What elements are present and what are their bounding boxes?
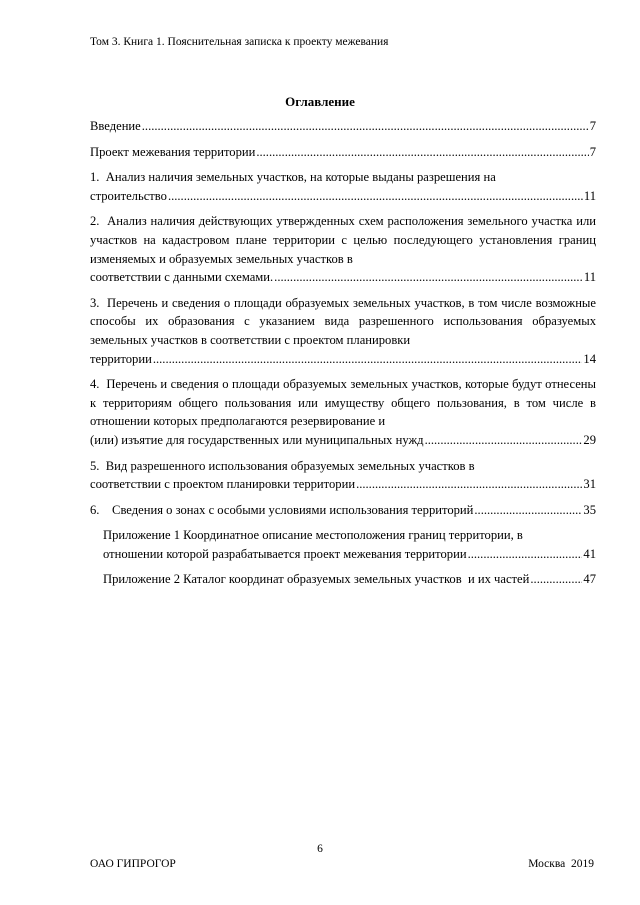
toc-entry-line — [90, 475, 596, 494]
toc-entry-line — [103, 545, 596, 564]
toc-page-number: 7 — [589, 144, 596, 159]
toc-page-number: 11 — [583, 270, 596, 285]
toc-entry-line — [90, 501, 596, 520]
toc-entry-text: строительство — [90, 188, 167, 203]
toc-entry-text: Приложение 2 Каталог координат образуемых земельных участков и их частей — [103, 572, 530, 587]
toc-entry-line — [90, 187, 596, 206]
dot-leader — [356, 475, 582, 494]
dot-leader — [153, 350, 583, 369]
toc-entry[interactable] — [90, 526, 596, 563]
toc-entry-text: территории — [90, 351, 152, 366]
toc-entry-text: 2. Анализ наличия действующих утвержденных схем расположения земельного участка или участков на кадастровом плане территории с целью последующего установления границ изменяемых и образуемых земельных участков в — [90, 214, 596, 266]
toc-entry[interactable] — [90, 570, 596, 589]
toc-entry-text: Приложение 1 Координатное описание местоположения границ территории, в — [103, 528, 523, 543]
dot-leader — [274, 268, 583, 287]
toc-entry-line — [103, 570, 596, 589]
dot-leader — [425, 431, 583, 450]
toc-page-number: 41 — [583, 546, 596, 561]
toc-page-number: 11 — [583, 188, 596, 203]
toc-page-number: 14 — [583, 351, 596, 366]
toc-entry-text: 6. Сведения о зонах с особыми условиями использования территорий — [90, 502, 474, 517]
toc-entry-text: 1. Анализ наличия земельных участков, на которые выданы разрешения на — [90, 170, 496, 185]
toc-entry-line — [90, 117, 596, 136]
toc-title: Оглавление — [285, 94, 355, 109]
toc-entry-text: 5. Вид разрешенного использования образуемых земельных участков в — [90, 458, 475, 473]
footer-organization: ОАО ГИПРОГОР — [90, 858, 176, 870]
toc-page-number: 7 — [589, 119, 596, 133]
footer-city-year: Москва 2019 — [528, 858, 594, 870]
toc-entry[interactable] — [90, 168, 596, 205]
toc-entry-text: соответствии с данными схемами. — [90, 270, 274, 285]
toc-entry[interactable] — [90, 294, 596, 368]
toc-entry-line — [90, 268, 596, 287]
toc-entry[interactable] — [90, 501, 596, 520]
toc-entry-line — [90, 431, 596, 450]
table-of-contents — [90, 117, 596, 596]
document-header: Том 3. Книга 1. Пояснительная записка к проекту межевания — [90, 36, 389, 48]
toc-entry-text: 4. Перечень и сведения о площади образуемых земельных участков, которые будут отнесены к территориям общего пользования или имуществу общего пользования, в том числе в отношении которых предполагаются резервирование и — [90, 377, 596, 429]
toc-page-number: 31 — [583, 477, 596, 492]
dot-leader — [256, 143, 588, 162]
dot-leader — [474, 501, 582, 520]
toc-entry-text: 3. Перечень и сведения о площади образуемых земельных участков, в том числе возможные способы их образования с указанием вида разрешенного использования образуемых земельных участков в соответствии с проектом планировки — [90, 295, 596, 347]
toc-entry-text: (или) изъятие для государственных или муниципальных нужд — [90, 432, 424, 447]
toc-entry-text: Проект межевания территории — [90, 144, 256, 159]
toc-page-number: 29 — [583, 432, 596, 447]
toc-entry[interactable] — [90, 375, 596, 449]
toc-entry-line — [90, 143, 596, 162]
toc-entry[interactable] — [90, 143, 596, 162]
dot-leader — [530, 570, 582, 589]
toc-entry-text: Введение — [90, 119, 141, 133]
dot-leader — [142, 117, 589, 136]
dot-leader — [468, 545, 583, 564]
toc-entry[interactable] — [90, 117, 596, 136]
toc-entry-text: отношении которой разрабатывается проект межевания территории — [103, 546, 467, 561]
toc-entry[interactable] — [90, 212, 596, 286]
toc-page-number: 47 — [583, 572, 596, 587]
toc-page-number: 35 — [583, 502, 596, 517]
toc-entry-line — [90, 350, 596, 369]
page-number: 6 — [317, 843, 323, 855]
dot-leader — [168, 187, 583, 206]
toc-entry-text: соответствии с проектом планировки территории — [90, 477, 356, 492]
toc-entry[interactable] — [90, 457, 596, 494]
